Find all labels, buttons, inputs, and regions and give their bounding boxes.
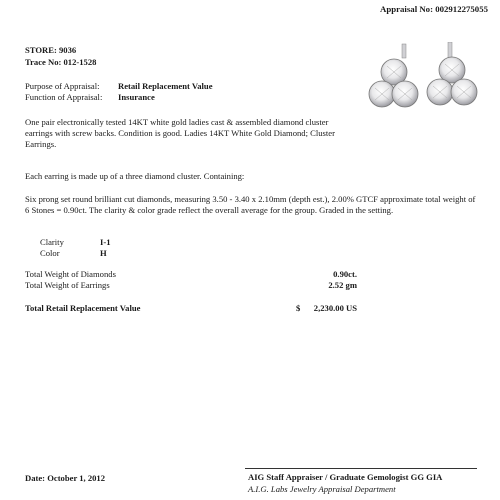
diamond-weight-value: 0.90ct. <box>333 269 357 279</box>
trace-number: Trace No: 012-1528 <box>25 57 97 67</box>
appraisal-date: Date: October 1, 2012 <box>25 473 106 483</box>
purpose-label: Purpose of Appraisal: <box>25 81 100 91</box>
signature-line <box>245 468 477 469</box>
earring-weight-value: 2.52 gm <box>328 280 357 290</box>
each-earring-note: Each earring is made up of a three diamond cluster. Containing: <box>25 171 245 181</box>
diamond-earrings-photo <box>360 42 485 122</box>
store-number: STORE: 9036 <box>25 45 77 55</box>
earring-post-left <box>402 44 406 58</box>
diamond-weight-label: Total Weight of Diamonds <box>25 269 116 279</box>
color-value: H <box>100 248 107 258</box>
earring-post-right <box>448 42 452 58</box>
earring-weight-label: Total Weight of Earrings <box>25 280 110 290</box>
color-label: Color <box>40 248 60 258</box>
clarity-label: Clarity <box>40 237 64 247</box>
function-label: Function of Appraisal: <box>25 92 103 102</box>
clarity-value: I-1 <box>100 237 111 247</box>
appraisal-department: A.I.G. Labs Jewelry Appraisal Department <box>248 484 396 494</box>
purpose-value: Retail Replacement Value <box>118 81 213 91</box>
function-value: Insurance <box>118 92 155 102</box>
total-value-amount: 2,230.00 US <box>313 303 357 313</box>
item-description: One pair electronically tested 14KT white gold ladies cast & assembled diamond cluster earrings with screw backs. Condition is good. Ladies 14KT White Gold Diamond; Cluster Earrings. <box>25 117 335 149</box>
currency-symbol: $ <box>296 303 301 313</box>
appraisal-number: Appraisal No: 002912275055 <box>379 4 488 14</box>
total-value-label: Total Retail Replacement Value <box>25 303 141 313</box>
appraiser-title: AIG Staff Appraiser / Graduate Gemologist GG GIA <box>248 472 443 482</box>
stones-description: Six prong set round brilliant cut diamonds, measuring 3.50 - 3.40 x 2.10mm (depth est.), 2.00% GTCF approximate total weight of 6 Stones = 0.90ct. The clarity & color grade reflect the overall average for the group. Graded in the setting. <box>25 194 476 215</box>
